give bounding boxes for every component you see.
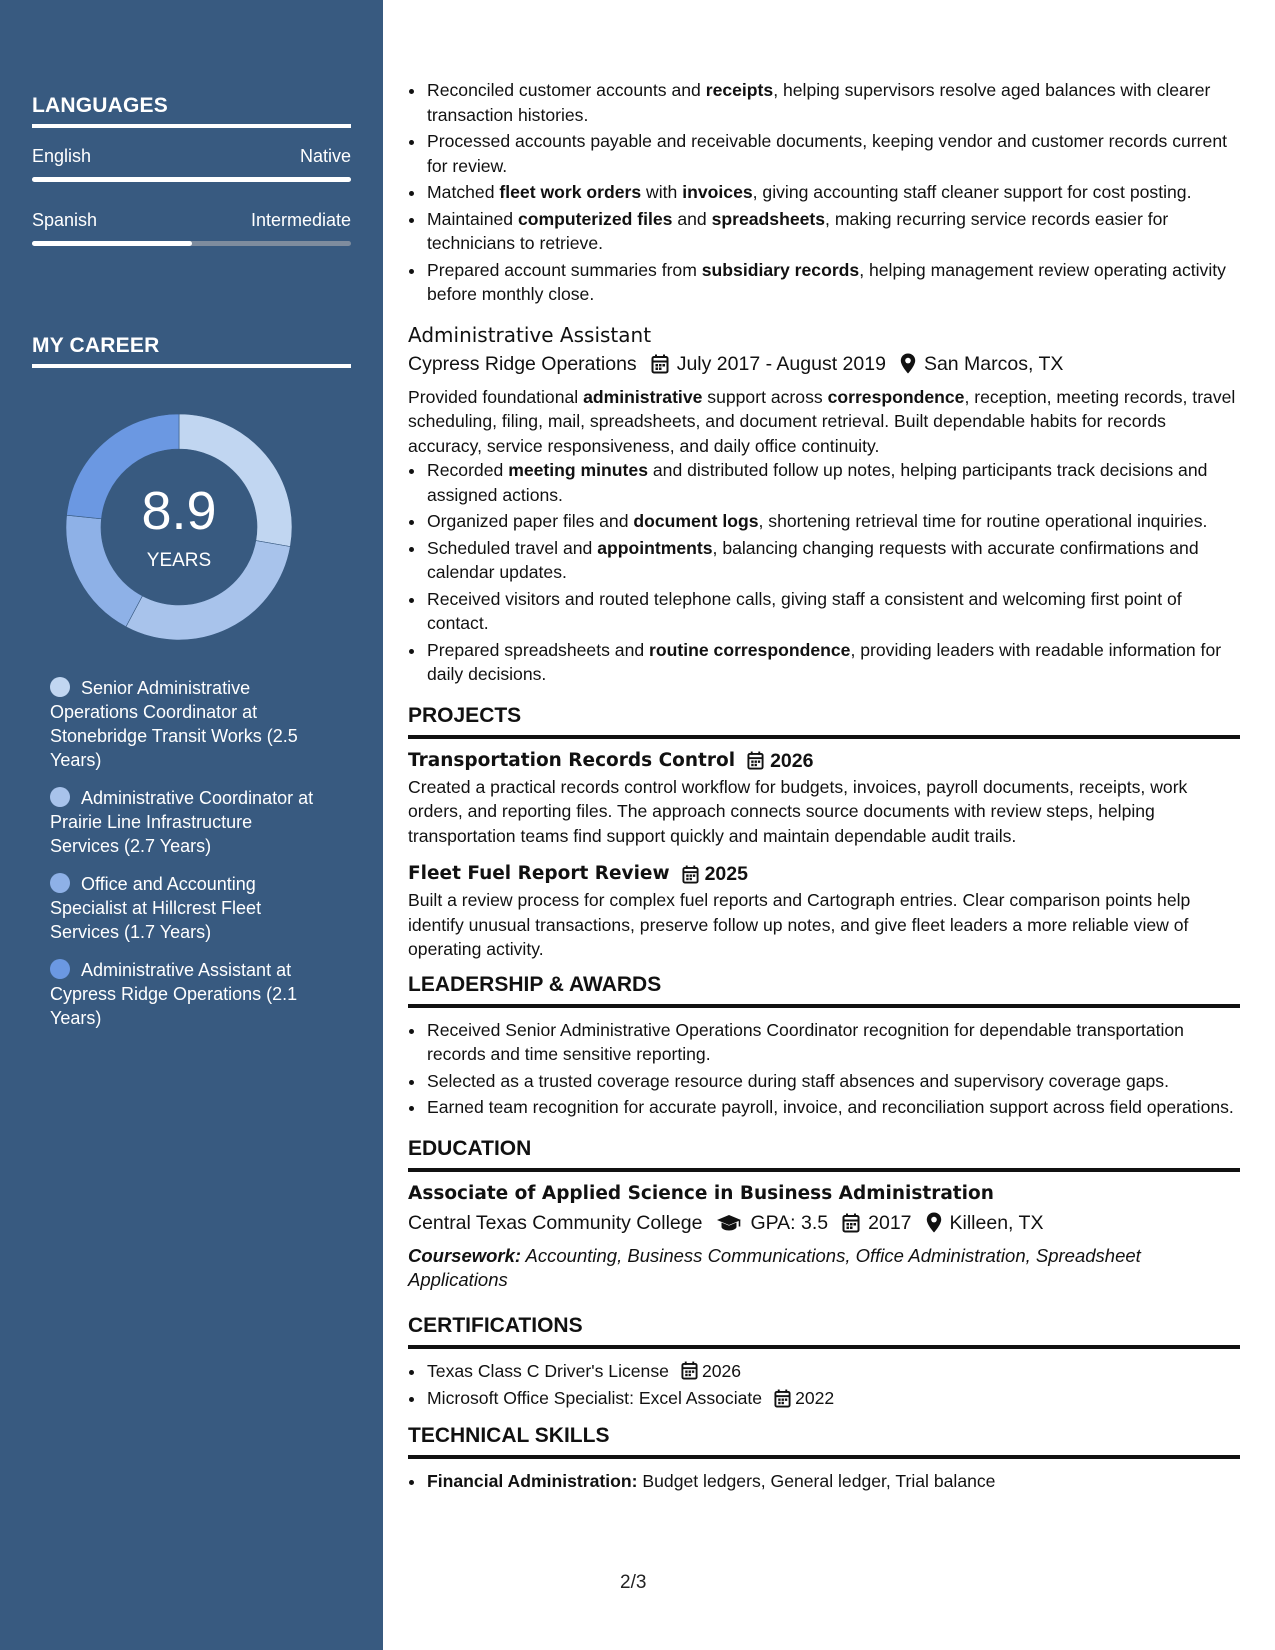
project-description: Created a practical records control workflow for budgets, invoices, payroll documents, receipts, work orders, and reporting files. The approach connects source documents with review steps, helping transportation teams find support quickly and maintain dependable audit trails. xyxy=(408,776,1188,846)
text-run: Reconciled customer accounts and xyxy=(427,80,706,100)
text-run: Prepared account summaries from xyxy=(427,259,702,280)
calendar-icon xyxy=(651,354,669,374)
text-run: Scheduled travel and xyxy=(427,537,598,558)
calendar-icon xyxy=(682,865,699,884)
project-description: Built a review process for complex fuel reports and Cartograph entries. Clear comparison points help identify unusual transactions, preserve follow up notes, and give fleet leaders a more reliable view of operating activity. xyxy=(408,890,1191,959)
language-name: English xyxy=(32,146,92,166)
calendar-icon xyxy=(774,1389,791,1408)
certification-name: • Texas Class C Driver's License xyxy=(427,1360,669,1381)
legend-label: Administrative Assistant at Cypress Ridge Operations (2.1 Years) xyxy=(50,960,298,1028)
gpa: GPA: 3.5 xyxy=(750,1211,829,1234)
bullet-item xyxy=(426,509,1240,534)
award-item: • Received Senior Administrative Operations Coordinator recognition for dependable transportation records and time sensitive reporting. xyxy=(426,1018,1240,1067)
skills-list xyxy=(408,1469,1240,1494)
calendar-icon xyxy=(681,1361,698,1380)
bold-keyword: appointments xyxy=(597,537,713,558)
legend-dot xyxy=(50,873,70,893)
text-run: , balancing changing requests with accurate confirmations and calendar updates. xyxy=(427,537,1199,582)
award-item: • Earned team recognition for accurate payroll, invoice, and reconciliation support across field operations. xyxy=(426,1095,1240,1120)
text-run: , providing leaders with readable information for daily decisions. xyxy=(427,639,1222,684)
certifications-heading: CERTIFICATIONS xyxy=(408,1313,1240,1349)
main-content xyxy=(408,78,1240,1495)
project-title-row xyxy=(408,860,1240,888)
languages-section xyxy=(32,94,351,246)
career-heading: MY CAREER xyxy=(32,334,351,368)
bullet-item xyxy=(426,129,1240,178)
career-legend-item xyxy=(50,786,320,858)
bullet-item xyxy=(426,638,1240,687)
coursework-list: Accounting, Business Communications, Office Administration, Spreadsheet Applications xyxy=(408,1244,1141,1290)
text-run: , helping supervisors resolve aged balances with clearer transaction histories. xyxy=(427,80,1211,125)
bold-keyword: document logs xyxy=(633,511,759,531)
education-meta xyxy=(408,1208,1240,1238)
career-years-label: YEARS xyxy=(146,550,212,571)
leadership-list xyxy=(408,1018,1240,1120)
school-name: Central Texas Community College xyxy=(408,1211,703,1234)
languages-heading: LANGUAGES xyxy=(32,94,351,128)
legend-label: Administrative Coordinator at Prairie Line Infrastructure Services (2.7 Years) xyxy=(50,788,314,856)
skill-category: Financial Administration: xyxy=(427,1470,638,1491)
job-summary xyxy=(408,385,1240,459)
language-proficiency-bar xyxy=(32,177,351,182)
language-row xyxy=(32,210,351,231)
bold-keyword: routine correspondence xyxy=(649,639,851,660)
degree-title: Associate of Applied Science in Business Administration xyxy=(408,1182,994,1204)
career-donut-chart xyxy=(66,414,292,640)
bullet-item xyxy=(426,458,1240,507)
education-heading: EDUCATION xyxy=(408,1136,1240,1172)
project-title-row xyxy=(408,747,1240,775)
bold-keyword: spreadsheets xyxy=(711,208,826,229)
job-company: Cypress Ridge Operations xyxy=(408,352,637,375)
bold-keyword: meeting minutes xyxy=(508,460,648,480)
project-date: 2026 xyxy=(770,749,814,772)
bold-keyword: subsidiary records xyxy=(701,259,860,280)
bold-keyword: administrative xyxy=(583,386,703,407)
bullet-item xyxy=(426,536,1240,585)
certification-item xyxy=(426,1386,1240,1411)
text-run: Processed accounts payable and receivable documents, keeping vendor and customer records current for review. xyxy=(427,131,1227,176)
sidebar xyxy=(0,0,383,1650)
bold-keyword: fleet work orders xyxy=(499,182,642,202)
skill-values: Budget ledgers, General ledger, Trial balance xyxy=(642,1470,996,1491)
legend-label: Senior Administrative Operations Coordinator at Stonebridge Transit Works (2.5 Years) xyxy=(50,678,298,770)
legend-dot xyxy=(50,959,70,979)
bullet-item xyxy=(426,78,1240,127)
technical-skills-heading: TECHNICAL SKILLS xyxy=(408,1423,1240,1459)
text-run: , reception, meeting records, travel scheduling, filing, mail, spreadsheets, and document retrieval. Built dependable habits for records accuracy, service responsiveness, and daily office continuity. xyxy=(408,386,1236,456)
legend-dot xyxy=(50,677,70,697)
certification-row xyxy=(427,1386,1240,1411)
project-title: Fleet Fuel Report Review xyxy=(408,863,670,884)
language-proficiency-fill xyxy=(32,177,351,182)
language-proficiency-fill xyxy=(32,241,192,246)
text-run: and distributed follow up notes, helping participants track decisions and assigned actions. xyxy=(427,460,1208,505)
bold-keyword: correspondence xyxy=(827,386,965,407)
text-run: , giving accounting staff cleaner support for cost posting. xyxy=(752,182,1192,202)
certification-year: 2026 xyxy=(701,1360,742,1381)
certification-name: • Microsoft Office Specialist: Excel Associate xyxy=(427,1388,763,1408)
text-run: with xyxy=(641,182,683,202)
bullet-item xyxy=(426,180,1240,205)
location-pin-icon xyxy=(900,353,916,374)
calendar-icon xyxy=(747,751,764,770)
language-list xyxy=(32,146,351,246)
location-pin-icon xyxy=(926,1212,942,1233)
text-run: Prepared spreadsheets and xyxy=(427,639,650,660)
certification-row xyxy=(427,1359,1240,1384)
school-location: Killeen, TX xyxy=(949,1211,1044,1234)
language-level: Intermediate xyxy=(250,210,351,230)
coursework xyxy=(408,1244,1240,1293)
language-proficiency-bar xyxy=(32,241,351,246)
career-legend-item xyxy=(50,872,320,944)
career-legend-item xyxy=(50,958,320,1030)
language-row xyxy=(32,146,351,167)
legend-dot xyxy=(50,787,70,807)
projects-heading: PROJECTS xyxy=(408,703,1240,739)
text-run: Matched xyxy=(427,182,500,202)
text-run: Maintained xyxy=(427,208,518,229)
language-name: Spanish xyxy=(32,210,98,230)
skill-item xyxy=(426,1469,1240,1494)
graduation-year: 2017 xyxy=(868,1211,912,1234)
bold-keyword: receipts xyxy=(705,80,774,100)
leadership-heading: LEADERSHIP & AWARDS xyxy=(408,972,1240,1008)
award-item: • Selected as a trusted coverage resource during staff absences and supervisory coverage gaps. xyxy=(426,1069,1240,1094)
text-run: , shortening retrieval time for routine operational inquiries. xyxy=(758,511,1208,531)
job-location: San Marcos, TX xyxy=(923,352,1064,375)
projects-list xyxy=(408,747,1240,962)
graduation-cap-icon xyxy=(716,1214,742,1232)
language-level: Native xyxy=(299,146,351,166)
career-legend xyxy=(50,676,320,1044)
certification-year: 2022 xyxy=(795,1388,835,1408)
text-run: Received visitors and routed telephone calls, giving staff a consistent and welcoming first point of contact. xyxy=(427,588,1182,633)
career-section xyxy=(32,334,351,368)
previous-job-bullets xyxy=(408,78,1240,307)
text-run: Recorded xyxy=(427,460,509,480)
career-total-years: 8.9 xyxy=(141,481,217,541)
bullet-item xyxy=(426,587,1240,636)
certifications-list xyxy=(408,1359,1240,1411)
text-run: , helping management review operating activity before monthly close. xyxy=(427,259,1226,304)
legend-label: Office and Accounting Specialist at Hillcrest Fleet Services (1.7 Years) xyxy=(50,874,262,942)
coursework-label: Coursework: xyxy=(408,1244,522,1266)
job-dates: July 2017 - August 2019 xyxy=(676,352,886,375)
text-run: Provided foundational xyxy=(408,386,584,407)
bold-keyword: invoices xyxy=(682,182,753,202)
bullet-item xyxy=(426,258,1240,307)
certification-item xyxy=(426,1359,1240,1384)
job-meta xyxy=(408,349,1240,379)
job-title: Administrative Assistant xyxy=(408,322,652,347)
project-title: Transportation Records Control xyxy=(408,749,736,771)
page-number: 2/3 xyxy=(620,1572,647,1593)
text-run: , making recurring service records easier for technicians to retrieve. xyxy=(427,208,1169,253)
bullet-item xyxy=(426,207,1240,256)
calendar-icon xyxy=(842,1213,860,1233)
bold-keyword: computerized files xyxy=(517,208,673,229)
career-legend-item xyxy=(50,676,320,772)
job-bullets xyxy=(408,458,1240,687)
text-run: Organized paper files and xyxy=(427,511,634,531)
text-run: and xyxy=(672,208,712,229)
text-run: support across xyxy=(702,386,828,407)
project-date: 2025 xyxy=(704,863,748,885)
